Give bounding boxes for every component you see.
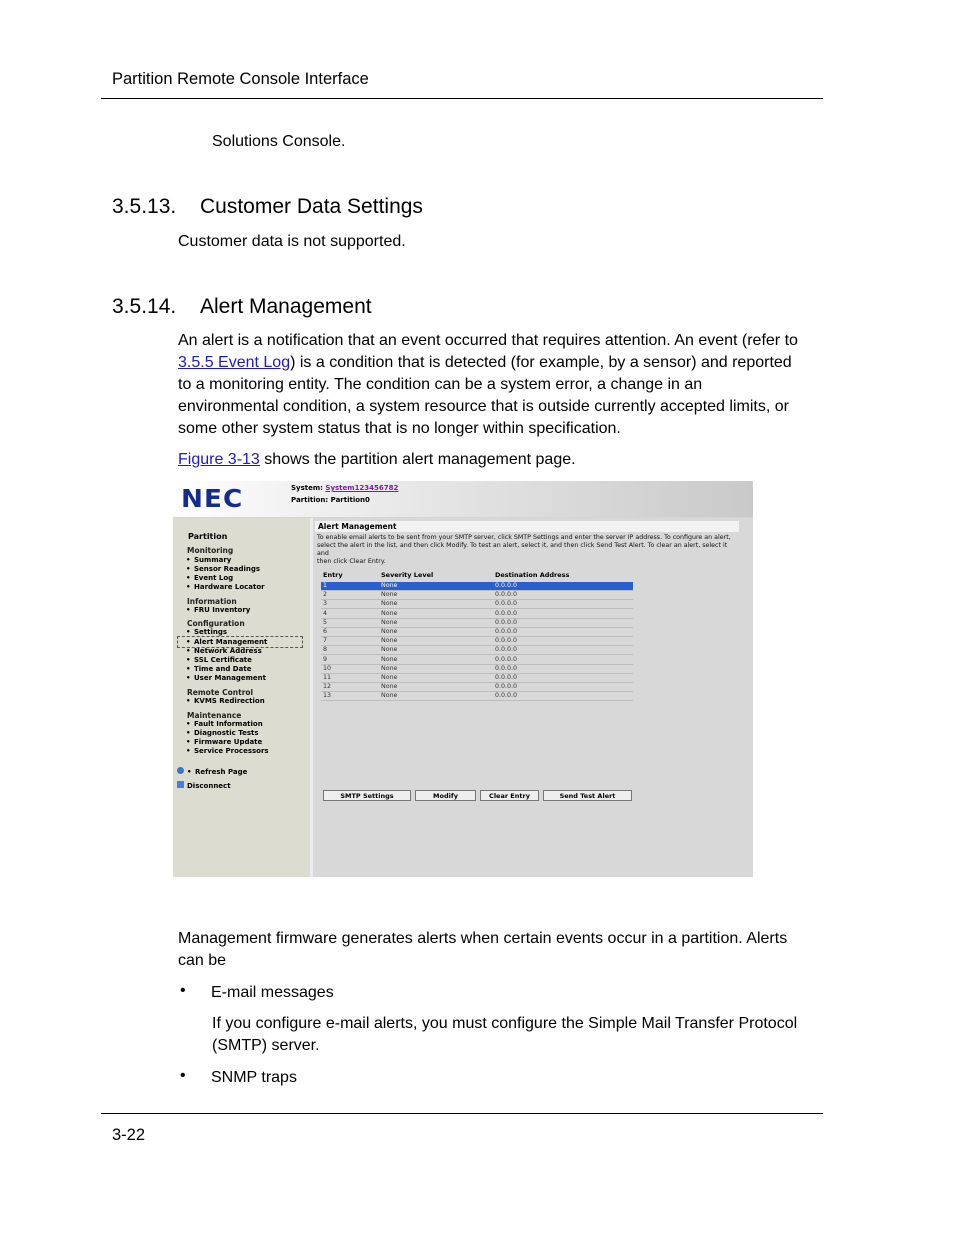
table-row[interactable] (321, 619, 633, 628)
section-number: 3.5.13. (112, 195, 177, 218)
table-row[interactable] (321, 582, 633, 591)
nav-item-user-management[interactable]: • User Management (186, 674, 266, 682)
nav-section-maintenance: Maintenance (187, 711, 242, 720)
cell-severity: None (381, 646, 398, 654)
paragraph-line: If you configure e-mail alerts, you must configure the Simple Mail Transfer Protocol (212, 1015, 798, 1032)
cell-severity: None (381, 591, 398, 599)
cell-entry: 6 (323, 628, 328, 635)
cell-destination: 0.0.0.0 (495, 618, 518, 626)
table-row[interactable] (321, 656, 633, 665)
cell-severity: None (381, 664, 398, 672)
cell-entry: 4 (323, 609, 328, 617)
description-line: then click Clear Entry. (317, 558, 386, 565)
cell-severity: None (381, 600, 398, 608)
cell-severity: None (381, 655, 398, 663)
paragraph-line: (SMTP) server. (212, 1037, 320, 1054)
paragraph-line: to a monitoring entity. The condition can be a system error, a change in an (178, 376, 703, 393)
disconnect-icon[interactable] (177, 781, 184, 788)
table-row[interactable] (321, 600, 633, 609)
nav-item-service-processors[interactable]: • Service Processors (186, 747, 269, 755)
paragraph-line: can be (178, 952, 227, 969)
column-header-entry[interactable]: Entry (323, 571, 343, 579)
cell-entry: 10 (323, 664, 332, 672)
partition-value: Partition0 (330, 496, 370, 504)
partition-line (291, 496, 370, 504)
nav-item-alert-management[interactable]: • Alert Management (179, 638, 301, 646)
smtp-settings-button[interactable]: SMTP Settings (323, 790, 411, 801)
nav-section-information: Information (187, 597, 237, 606)
nav-item-network-address[interactable]: • Network Address (186, 647, 262, 655)
figure-reference-text: shows the partition alert management page. (259, 451, 576, 468)
figure-reference (178, 449, 576, 471)
cell-entry: 1 (323, 582, 328, 589)
cell-entry: 8 (323, 646, 328, 654)
cell-destination: 0.0.0.0 (495, 582, 518, 589)
cell-severity: None (381, 618, 398, 626)
cell-severity: None (381, 637, 398, 645)
nav-title: Partition (188, 532, 228, 541)
nav-item-firmware-update[interactable]: • Firmware Update (186, 738, 262, 746)
event-log-link[interactable]: 3.5.5 Event Log (178, 354, 291, 371)
alert-paragraph (178, 330, 828, 440)
cell-destination: 0.0.0.0 (495, 655, 518, 663)
main-panel (313, 518, 753, 877)
cell-entry: 7 (323, 637, 328, 645)
nec-logo: NEC (181, 484, 244, 513)
cell-destination: 0.0.0.0 (495, 600, 518, 608)
cell-severity: None (381, 692, 398, 700)
section-heading-customer-data (112, 195, 423, 219)
table-row[interactable] (321, 591, 633, 600)
cell-destination: 0.0.0.0 (495, 628, 518, 635)
bullet-email: E-mail messages (211, 984, 334, 1001)
nav-section-monitoring: Monitoring (187, 546, 234, 555)
cell-entry: 12 (323, 683, 332, 691)
nav-item-fault-information[interactable]: • Fault Information (186, 720, 263, 728)
cell-severity: None (381, 582, 398, 589)
table-row[interactable] (321, 674, 633, 683)
header-rule (101, 98, 823, 99)
footer-rule (101, 1113, 823, 1114)
email-detail (212, 1013, 797, 1057)
section-number: 3.5.14. (112, 295, 177, 318)
cell-entry: 3 (323, 600, 328, 608)
modify-button[interactable]: Modify (415, 790, 476, 801)
nav-section-remote-control: Remote Control (187, 688, 254, 697)
cell-entry: 13 (323, 692, 332, 700)
bullet-snmp: SNMP traps (211, 1069, 297, 1086)
nav-item-ssl-certificate[interactable]: • SSL Certificate (186, 656, 252, 664)
cell-severity: None (381, 674, 398, 681)
screenshot-banner (173, 481, 753, 517)
cell-destination: 0.0.0.0 (495, 609, 518, 617)
table-row[interactable] (321, 646, 633, 655)
cell-destination: 0.0.0.0 (495, 646, 518, 654)
cell-destination: 0.0.0.0 (495, 674, 518, 681)
alerts-paragraph (178, 928, 787, 972)
nav-section-configuration: Configuration (187, 619, 245, 628)
cell-entry: 2 (323, 591, 328, 599)
partition-label: Partition: (291, 496, 329, 504)
cell-destination: 0.0.0.0 (495, 591, 518, 599)
paragraph-line: Management firmware generates alerts when certain events occur in a partition. Alerts (178, 930, 788, 947)
customer-data-body: Customer data is not supported. (178, 233, 406, 250)
nav-item-kvms-redirection[interactable]: • KVMS Redirection (186, 697, 265, 705)
cell-destination: 0.0.0.0 (495, 683, 518, 691)
table-row[interactable] (321, 665, 633, 674)
nav-item-event-log[interactable]: • Event Log (186, 574, 233, 582)
nav-item-sensor-readings[interactable]: • Sensor Readings (186, 565, 260, 573)
cell-entry: 11 (323, 674, 332, 681)
intro-text: Solutions Console. (212, 133, 346, 150)
cell-entry: 9 (323, 655, 328, 663)
nav-item-settings[interactable]: • Settings (186, 628, 227, 636)
section-heading-alert-management (112, 295, 372, 319)
paragraph-line: An alert is a notification that an event occurred that requires attention. An event (refer to (178, 332, 798, 349)
cell-severity: None (381, 609, 398, 617)
clear-entry-button[interactable]: Clear Entry (480, 790, 539, 801)
cell-severity: None (381, 628, 398, 635)
cell-severity: None (381, 683, 398, 691)
bullet-dot: • (180, 982, 186, 999)
paragraph-line: some other system status that is no longer within specification. (178, 420, 621, 437)
system-value[interactable]: System123456782 (325, 484, 399, 492)
system-line (291, 484, 398, 492)
figure-link[interactable]: Figure 3-13 (178, 451, 260, 468)
table-row[interactable] (321, 628, 633, 637)
paragraph-line (178, 352, 828, 374)
nav-item-diagnostic-tests[interactable]: • Diagnostic Tests (186, 729, 259, 737)
system-label: System: (291, 484, 323, 492)
column-header-severity[interactable]: Severity Level (381, 571, 434, 579)
description-line: To enable email alerts to be sent from your SMTP server, click SMTP Settings and enter the server IP address. To configure an alert, (317, 534, 731, 541)
send-test-alert-button[interactable]: Send Test Alert (543, 790, 632, 801)
cell-destination: 0.0.0.0 (495, 664, 518, 672)
section-title: Customer Data Settings (200, 195, 423, 218)
table-row[interactable] (321, 610, 633, 619)
table-row[interactable] (321, 637, 633, 646)
description-line: select the alert in the list, and then click Modify. To test an alert, select it, and then click Send Test Alert. To clear an alert, select it and (317, 542, 728, 557)
page-number: 3-22 (112, 1126, 146, 1144)
refresh-page-link[interactable] (187, 768, 247, 776)
nav-item-time-and-date[interactable]: • Time and Date (186, 665, 251, 673)
nav-item-fru-inventory[interactable]: • FRU Inventory (186, 606, 250, 614)
refresh-icon[interactable] (177, 767, 184, 774)
column-header-destination[interactable]: Destination Address (495, 571, 570, 579)
paragraph-line: environmental condition, a system resource that is outside currently accepted limits, or (178, 398, 789, 415)
section-title: Alert Management (200, 295, 372, 318)
nav-item-hardware-locator[interactable]: • Hardware Locator (186, 583, 265, 591)
nav-item-summary[interactable]: • Summary (186, 556, 231, 564)
alert-management-screenshot (173, 481, 753, 877)
disconnect-link[interactable]: Disconnect (187, 782, 231, 790)
table-row[interactable] (321, 692, 633, 701)
bullet-dot: • (180, 1067, 186, 1084)
table-row[interactable] (321, 683, 633, 692)
panel-title: Alert Management (315, 521, 739, 532)
cell-destination: 0.0.0.0 (495, 692, 518, 700)
running-header: Partition Remote Console Interface (112, 70, 369, 88)
refresh-label: Refresh Page (195, 768, 248, 776)
panel-description (317, 534, 741, 566)
cell-entry: 5 (323, 618, 328, 626)
paragraph-text: ) is a condition that is detected (for example, by a sensor) and reported (290, 354, 792, 371)
cell-destination: 0.0.0.0 (495, 637, 518, 645)
